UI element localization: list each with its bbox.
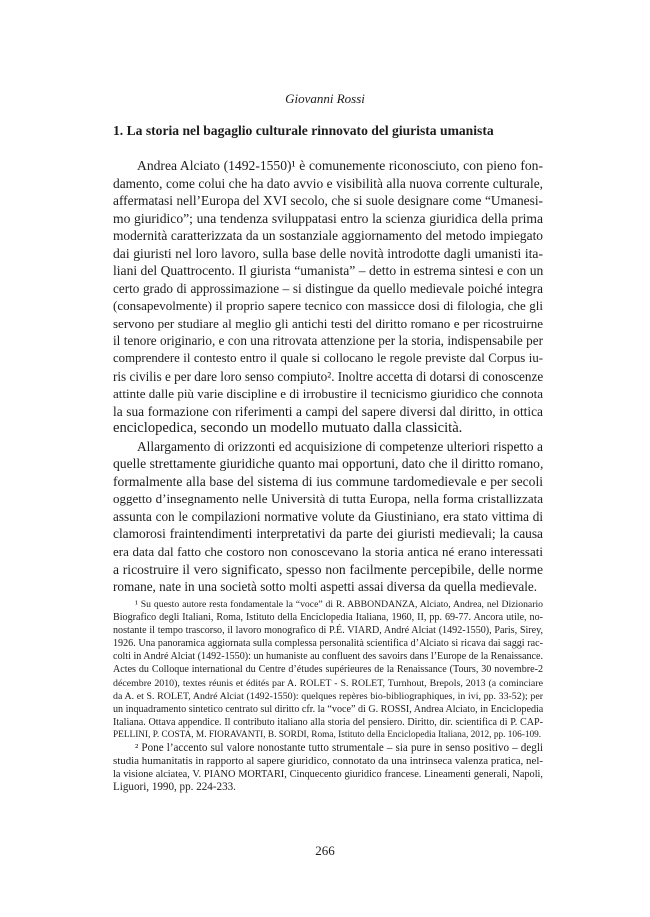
text-line: oggetto d’insegnamento nelle Università di tutta Europa, nella forma cristallizzata [113,491,543,507]
text-line: romane, nate in una società sotto molti aspetti assai diversa da quella medievale. [113,579,538,595]
footnotes [113,598,543,794]
footnote-line: nostante il tempo trascorso, il lavoro monografico di P.É. VIARD, André Alciat (1492-1550), Paris, Sirey, [113,625,543,637]
footnote-line: la visione alciatea, V. PIANO MORTARI, Cinquecento giuridico francese. Lineamenti generali, Napoli, [113,769,543,781]
text-line: certo grado di approssimazione – si distingue da quello medievale poiché integra [113,280,543,296]
section-heading: 1. La storia nel bagaglio culturale rinnovato del giurista umanista [113,123,494,138]
footnote-line: ² Pone l’accento sul valore nonostante tutto strumentale – sia pure in senso positivo – degli [135,742,543,755]
text-line: la sua formazione con riferimenti a campi del sapere diversi dal diritto, in ottica [113,403,543,419]
text-line: servono per studiare al meglio gli antichi testi del diritto romano e per ricostruirne [113,315,543,331]
footnote-line: Liguori, 1990, pp. 224-233. [113,781,236,794]
text-line: liani del Quattrocento. Il giurista “umanista” – detto in estrema sintesi e con un [113,263,544,279]
running-head: Giovanni Rossi [285,91,365,106]
text-line: assunta con le compilazioni normative volute da Giustiniano, era stato vittima di [113,508,543,524]
text-line: modernità caratterizzata da un sostanziale aggiornamento del metodo impiegato [113,228,543,244]
main-text [113,157,543,596]
text-line: a ricostruire il vero significato, spesso non facilmente percepibile, delle norme [113,561,543,577]
text-line: affermatasi nell’Europa del XVI secolo, che si suole designare come “Umanesi- [113,193,543,209]
text-line: damento, come colui che ha dato avvio e visibilità alla nuova corrente culturale, [113,175,543,191]
text-line: formalmente alla base del sistema di ius commune tardomedievale e per secoli [113,473,543,489]
footnote-line: colti in André Alciat (1492-1550): un humaniste au confluent des savoirs dans l’Europe de la Renaissance. [113,651,543,663]
text-line: ris civilis e per dare loro senso compiuto². Inoltre accetta di dotarsi di conoscenze [113,368,544,384]
text-line: era data dal fatto che costoro non conoscevano la storia antica né erano interessati [113,544,543,560]
footnote-line: Actes du Colloque international du Centre d’études supérieures de la Renaissance (Tours, 30 novembre-2 [113,664,543,676]
text-line: enciclopedica, secondo un modello mutuato dalla classicità. [113,420,463,437]
text-line: mo giuridico”; una tendenza sviluppatasi entro la scienza giuridica della prima [113,210,543,226]
page-number: 266 [315,843,335,858]
text-line: attinte dalle più varie discipline e di irrobustire il tecnicismo giuridico che connota [113,386,543,402]
text-line: (consapevolmente) il proprio sapere tecnico con massicce dosi di filologia, che gli [113,298,543,314]
text-line: Allargamento di orizzonti ed acquisizione di competenze ulteriori rispetto a [137,438,543,454]
footnote-line: Biografico degli Italiani, Roma, Istituto della Enciclopedia Italiana, 1960, II, pp. 69-77. Ancora utile, no- [113,612,543,624]
footnote-line: studia humanitatis in rapporto al sapere giuridico, connotato da una intrinseca valenza pratica, nel- [113,755,543,768]
footnote-line: Italiana. Ottava appendice. Il contributo italiano alla storia del pensiero. Diritto, dir. scientifica di P. CAP- [113,716,543,728]
text-line: clamorosi fraintendimenti interpretativi da parte dei giuristi medievali; la causa [113,526,543,542]
text-line: quelle strettamente giuridiche quanto mai opportuni, dato che il diritto romano, [113,456,544,472]
footnote-line: PELLINI, P. COSTA, M. FIORAVANTI, B. SORDI, Roma, Istituto della Enciclopedia Italiana, 2012, pp. 106-109. [113,729,542,740]
text-line: dai giuristi nel loro lavoro, sulla base delle novità introdotte dagli umanisti ita- [113,245,543,261]
footnote-line: décembre 2010), textes réunis et édités par A. ROLET - S. ROLET, Turnhout, Brepols, 2013 (a cominciare [113,677,543,689]
text-line: comprendere il contesto entro il quale si collocano le regole previste dal Corpus iu- [113,351,543,366]
text-line: il tenore originario, e con una ritrovata attenzione per la storia, indispensabile per [113,333,543,349]
footnote-line: da A. et S. ROLET, André Alciat (1492-1550): quelques repères bio-bibliographiques, in ivi, pp. 33-52); per [113,690,543,702]
footnote-line: un inquadramento sintetico centrato sul diritto cfr. la “voce” di G. ROSSI, Andrea Alciato, in Enciclopedia [113,703,544,715]
footnote-line: 1926. Una panoramica aggiornata sulla complessa personalità scientifica d’Alciato si ricava dai saggi rac- [113,638,543,650]
text-line: Andrea Alciato (1492-1550)¹ è comunemente riconosciuto, con pieno fon- [137,158,543,173]
footnote-line: ¹ Su questo autore resta fondamentale la “voce” di R. ABBONDANZA, Alciato, Andrea, nel Dizionario [135,599,543,610]
